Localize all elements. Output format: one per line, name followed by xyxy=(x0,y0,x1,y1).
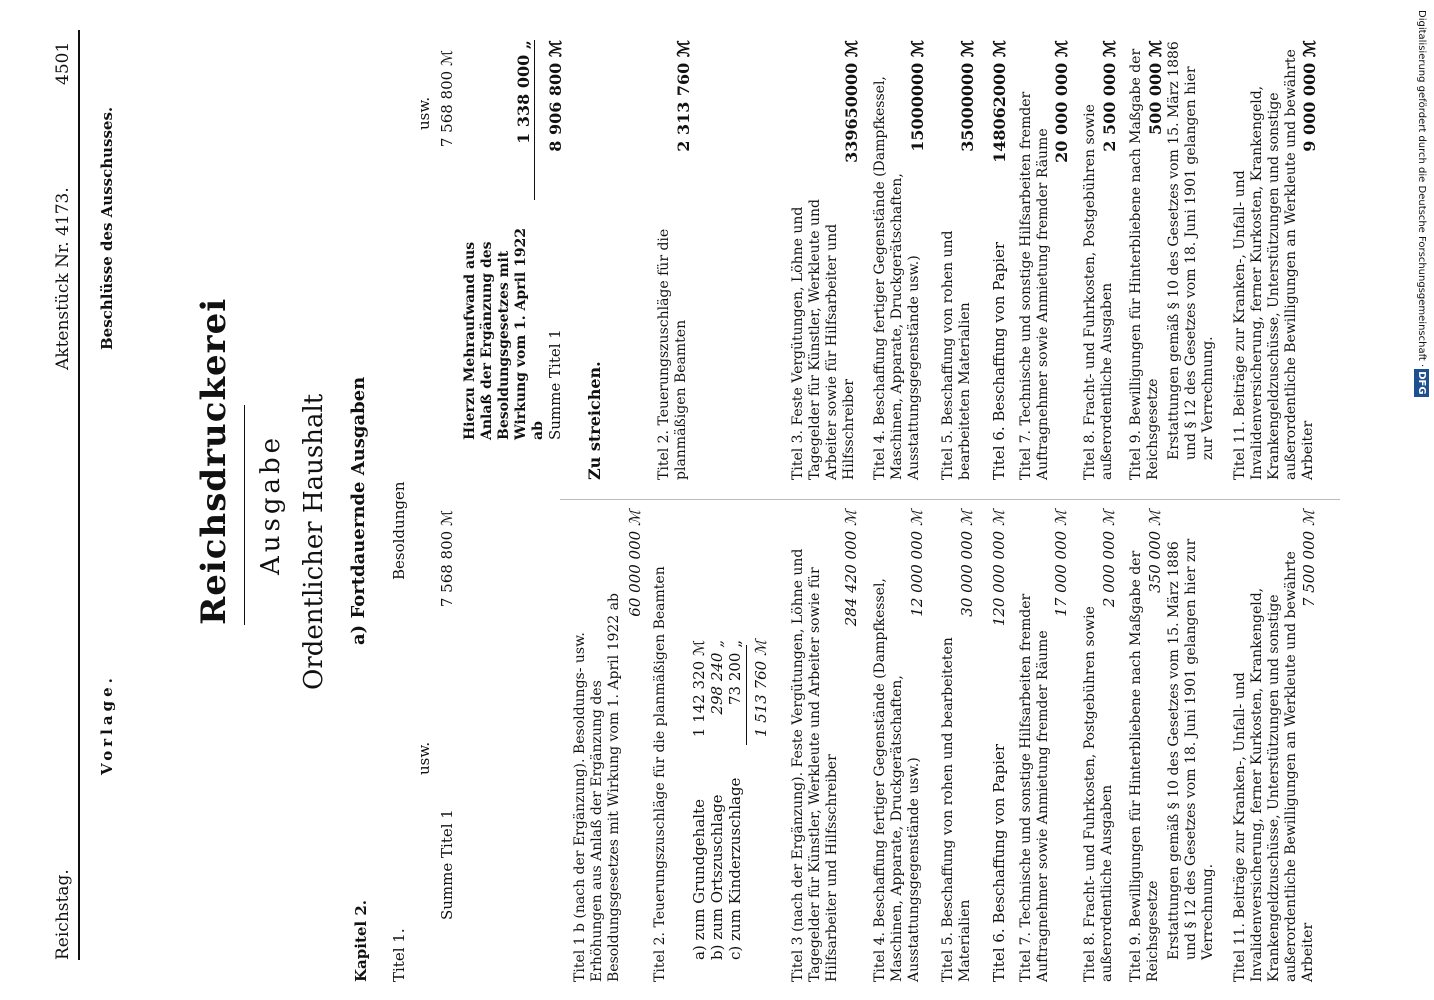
right-t5: Titel 5. Beschaffung von rohen und bearbeiteten Materialien xyxy=(940,230,973,480)
left-t2c-value: 73 200 „ xyxy=(726,640,744,706)
left-t8-value: 2 000 000 ℳ xyxy=(1100,510,1118,608)
section-heading: a) Fortdauernde Ausgaben xyxy=(348,376,369,645)
left-t9-value: 350 000 ℳ xyxy=(1146,510,1164,593)
right-zu-streichen: Zu streichen. xyxy=(585,361,604,480)
titel1-sub: Besoldungen xyxy=(390,481,408,580)
right-summe-value: 8 906 800 ℳ xyxy=(546,40,565,152)
left-t7-value: 17 000 000 ℳ xyxy=(1052,510,1070,617)
left-t8: Titel 8. Fracht- und Fuhrkosten, Postgebühren sowie außerordentliche Ausgaben xyxy=(1082,606,1115,982)
right-t6: Titel 6. Beschaffung von Papier xyxy=(990,241,1008,480)
left-t1b-value: 60 000 000 ℳ xyxy=(626,510,644,617)
left-t11-value: 7 500 000 ℳ xyxy=(1300,510,1318,608)
left-summe-label: Summe Titel 1 xyxy=(438,809,456,920)
left-t1b: Titel 1 b (nach der Ergänzung). Besoldungs- usw. Erhöhungen aus Anlaß der Ergänzung des Besoldungsgesetzes mit Wirkung vom 1. April 1922 ab xyxy=(572,593,622,982)
left-t6-value: 120 000 000 ℳ xyxy=(990,510,1008,627)
left-usw: usw. xyxy=(415,741,433,775)
right-t4: Titel 4. Beschaffung fertiger Gegenstände (Dampfkessel, Maschinen, Apparate, Druckgerätschaften, Ausstattungsgegenstände usw.) xyxy=(872,76,922,480)
right-t11-value: 9 000 000 ℳ xyxy=(1300,40,1319,152)
left-t2: Titel 2. Teuerungszuschläge für die planmäßigen Beamten xyxy=(652,566,668,982)
left-t2b-value: 298 240 „ xyxy=(708,640,726,715)
left-t9: Titel 9. Bewilligungen für Hinterbliebene nach Maßgabe der Reichsgesetze xyxy=(1128,550,1161,982)
right-t4-value: 15000000 ℳ xyxy=(908,40,927,152)
left-t9-note: Erstattungen gemäß § 10 des Gesetzes vom 15. März 1886 und § 12 des Gesetzes vom 18. Juni 1901 gelangen hier zur Verrechnung. xyxy=(1166,538,1216,960)
left-t2-total-rule xyxy=(746,645,747,745)
right-t9: Titel 9. Bewilligungen für Hinterbliebene nach Maßgabe der Reichsgesetze xyxy=(1128,48,1161,480)
page-number: 4501 xyxy=(53,41,73,85)
right-sum-rule xyxy=(534,40,535,200)
right-t2-value: 2 313 760 ℳ xyxy=(674,40,693,152)
right-hierzu: Hierzu Mehraufwand aus Anlaß der Ergänzung des Besoldungsgesetzes mit Wirkung vom 1. April 1922 ab xyxy=(462,227,546,440)
left-t4: Titel 4. Beschaffung fertiger Gegenstände (Dampfkessel, Maschinen, Apparate, Druckgerätschaften, Ausstattungsgegenstände usw.) xyxy=(872,578,922,982)
title-underline xyxy=(244,405,245,625)
subtitle-haushalt: Ordentlicher Haushalt xyxy=(299,393,329,690)
right-t2: Titel 2. Teuerungszuschläge für die planmäßigen Beamten xyxy=(656,228,689,480)
header-center: Aktenstück Nr. 4173. xyxy=(53,187,73,370)
left-t2a-value: 1 142 320 ℳ xyxy=(690,640,708,738)
page-title: Reichsdruckerei xyxy=(194,297,234,625)
header-rule xyxy=(78,30,80,960)
left-t2-total: 1 513 760 ℳ xyxy=(752,640,770,738)
column-divider xyxy=(560,499,1340,500)
right-t3: Titel 3. Feste Vergütungen, Löhne und Tagegelder für Künstler, Werkleute und Arbeiter sowie für Hilfsarbeiter und Hilfsschreiber xyxy=(790,199,857,480)
right-value-top: 7 568 800 ℳ xyxy=(438,50,456,148)
header-left: Reichstag. xyxy=(53,869,73,960)
right-t8: Titel 8. Fracht- und Fuhrkosten, Postgebühren sowie außerordentliche Ausgaben xyxy=(1082,104,1115,480)
left-t4-value: 12 000 000 ℳ xyxy=(908,510,926,617)
right-t3-value: 339650000 ℳ xyxy=(842,40,861,163)
right-t9-note: Erstattungen gemäß § 10 des Gesetzes vom 15. März 1886 und § 12 des Gesetzes vom 18. Juni 1901 gelangen hier zur Verrechnung. xyxy=(1166,41,1216,460)
right-t8-value: 2 500 000 ℳ xyxy=(1100,40,1119,152)
right-heading: Beschlüsse des Ausschusses. xyxy=(98,106,116,350)
left-t5: Titel 5. Beschaffung von rohen und bearbeiteten Materialien xyxy=(940,637,973,982)
dfg-stamp xyxy=(1414,10,1429,990)
right-usw: usw. xyxy=(415,96,433,130)
left-t2c: c) zum Kinderzuschlage xyxy=(726,777,744,960)
left-t2b: b) zum Ortszuschlage xyxy=(708,794,726,960)
left-t11: Titel 11. Beiträge zur Kranken-, Unfall- und Invalidenversicherung, ferner Kurkosten, Krankengeld, Krankengeldzuschüsse, Unterstützungen und sonstige außerordentliche Bewilligungen an Werkleute und bewährte Arbeiter xyxy=(1232,551,1316,982)
left-summe-value: 7 568 800 ℳ xyxy=(438,510,456,608)
left-t2a: a) zum Grundgehalte xyxy=(690,799,708,960)
left-t6: Titel 6. Beschaffung von Papier xyxy=(990,743,1008,982)
right-t6-value: 148062000 ℳ xyxy=(990,40,1009,163)
left-t3: Titel 3 (nach der Ergänzung). Feste Vergütungen, Löhne und Tagegelder für Künstler, Werkleute und Arbeiter sowie für Hilfsarbeiter und Hilfsschreiber xyxy=(790,548,840,982)
titel1-label: Titel 1. xyxy=(390,928,408,982)
right-t11: Titel 11. Beiträge zur Kranken-, Unfall- und Invalidenversicherung, ferner Kurkosten, Krankengeld, Krankengeldzuschüsse, Unterstützungen und sonstige außerordentliche Bewilligungen an Werkleute und bewährte Arbeiter xyxy=(1232,49,1316,480)
right-summe-label: Summe Titel 1 xyxy=(546,329,564,440)
dfg-stamp-text: Digitalisierung gefördert durch die Deutsche Forschungsgemeinschaft · xyxy=(1416,10,1427,368)
chapter-label: Kapitel 2. xyxy=(352,900,370,982)
subtitle-ausgabe: Ausgabe xyxy=(256,433,286,575)
right-t7-value: 20 000 000 ℳ xyxy=(1052,40,1071,163)
right-hierzu-value: 1 338 000 „ xyxy=(514,40,533,144)
left-heading: Vorlage. xyxy=(98,674,116,775)
left-t5-value: 30 000 000 ℳ xyxy=(958,510,976,617)
right-t9-value: 500 000 ℳ xyxy=(1146,40,1165,136)
right-t7: Titel 7. Technische und sonstige Hilfsarbeiten fremder Auftragnehmer sowie Anmietung fremder Räume xyxy=(1018,91,1051,480)
right-t5-value: 35000000 ℳ xyxy=(958,40,977,152)
left-t7: Titel 7. Technische und sonstige Hilfsarbeiten fremder Auftragnehmer sowie Anmietung fremder Räume xyxy=(1018,593,1051,982)
dfg-logo-icon: DFG xyxy=(1416,371,1427,395)
left-t3-value: 284 420 000 ℳ xyxy=(842,510,860,627)
